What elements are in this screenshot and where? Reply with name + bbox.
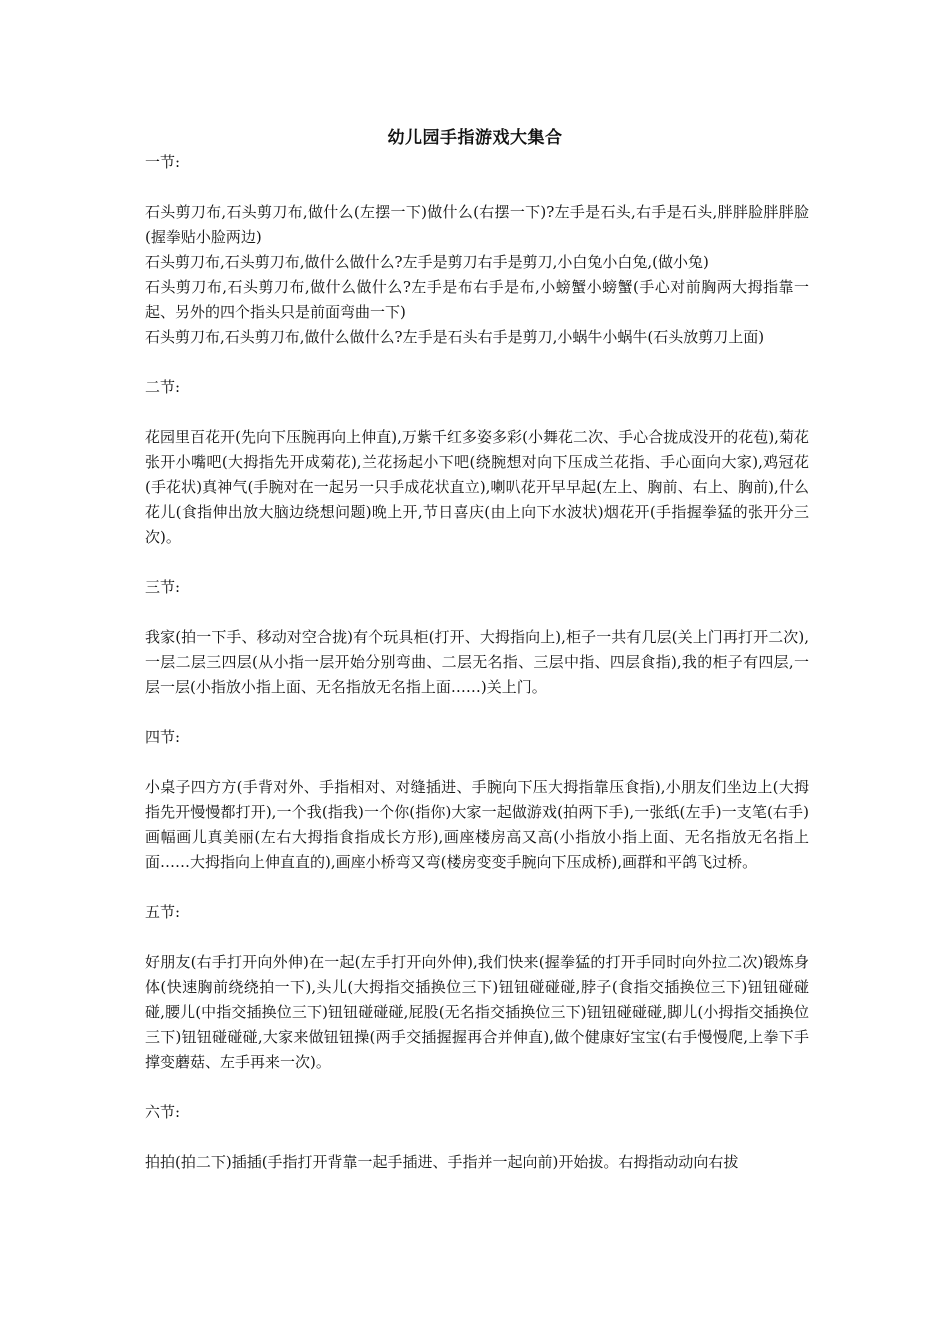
section-1-paragraph-1: 石头剪刀布,石头剪刀布,做什么(左摆一下)做什么(右摆一下)?左手是石头,右手是石头,胖胖脸胖胖脸(握拳贴小脸两边) <box>145 203 809 246</box>
section-3-paragraph-1: 我家(拍一下手、移动对空合拢)有个玩具柜(打开、大拇指向上),柜子一共有几层(关上门再打开二次),一层二层三四层(从小指一层开始分别弯曲、二层无名指、三层中指、四层食指),我的柜子有四层,一层一层(小指放小指上面、无名指放无名指上面……)关上门。 <box>145 628 809 696</box>
section-1-paragraph-2: 石头剪刀布,石头剪刀布,做什么做什么?左手是剪刀右手是剪刀,小白兔小白兔,(做小兔) <box>145 253 709 271</box>
section-1-label: 一节: <box>145 153 181 171</box>
section-2-paragraph-1: 花园里百花开(先向下压腕再向上伸直),万紫千红多姿多彩(小舞花二次、手心合拢成没开的花苞),菊花张开小嘴吧(大拇指先开成菊花),兰花扬起小下吧(绕腕想对向下压成兰花指、手心面向大家),鸡冠花(手花状)真神气(手腕对在一起另一只手成花状直立),喇叭花开早早起(左上、胸前、右上、胸前),什么花儿(食指伸出放大脑边绕想问题)晚上开,节日喜庆(由上向下水波状)烟花开(手指握拳猛的张开分三次)。 <box>145 428 809 546</box>
section-4-paragraph-1: 小桌子四方方(手背对外、手指相对、对缝插进、手腕向下压大拇指靠压食指),小朋友们坐边上(大拇指先开慢慢都打开),一个我(指我)一个你(指你)大家一起做游戏(拍两下手),一张纸(左手)一支笔(右手)画幅画儿真美丽(左右大拇指食指成长方形),画座楼房高又高(小指放小指上面、无名指放无名指上面……大拇指向上伸直直的),画座小桥弯又弯(楼房变变手腕向下压成桥),画群和平鸽飞过桥。 <box>145 778 809 871</box>
document-title: 幼儿园手指游戏大集合 <box>387 128 563 148</box>
section-5-label: 五节: <box>145 903 181 921</box>
section-1-paragraph-3: 石头剪刀布,石头剪刀布,做什么做什么?左手是布右手是布,小螃蟹小螃蟹(手心对前胸两大拇指靠一起、另外的四个指头只是前面弯曲一下) <box>145 278 809 321</box>
section-5-paragraph-1: 好朋友(右手打开向外伸)在一起(左手打开向外伸),我们快来(握拳猛的打开手同时向外拉二次)锻炼身体(快速胸前绕绕拍一下),头儿(大拇指交插换位三下)钮钮碰碰碰,脖子(食指交插换位三下)钮钮碰碰碰,腰儿(中指交插换位三下)钮钮碰碰碰,屁股(无名指交插换位三下)钮钮碰碰碰,脚儿(小拇指交插换位三下)钮钮碰碰碰,大家来做钮钮操(两手交插握握再合并伸直),做个健康好宝宝(右手慢慢爬,上拳下手撑变蘑菇、左手再来一次)。 <box>145 953 809 1071</box>
document-body <box>145 150 809 1175</box>
section-2-label: 二节: <box>145 378 181 396</box>
section-6-paragraph-1: 拍拍(拍二下)插插(手指打开背靠一起手插进、手指并一起向前)开始拔。右拇指动动向右拔 <box>145 1153 739 1171</box>
section-1-paragraph-4: 石头剪刀布,石头剪刀布,做什么做什么?左手是石头右手是剪刀,小蜗牛小蜗牛(石头放剪刀上面) <box>145 328 765 346</box>
section-6-label: 六节: <box>145 1103 181 1121</box>
section-4-label: 四节: <box>145 728 181 746</box>
section-3-label: 三节: <box>145 578 181 596</box>
